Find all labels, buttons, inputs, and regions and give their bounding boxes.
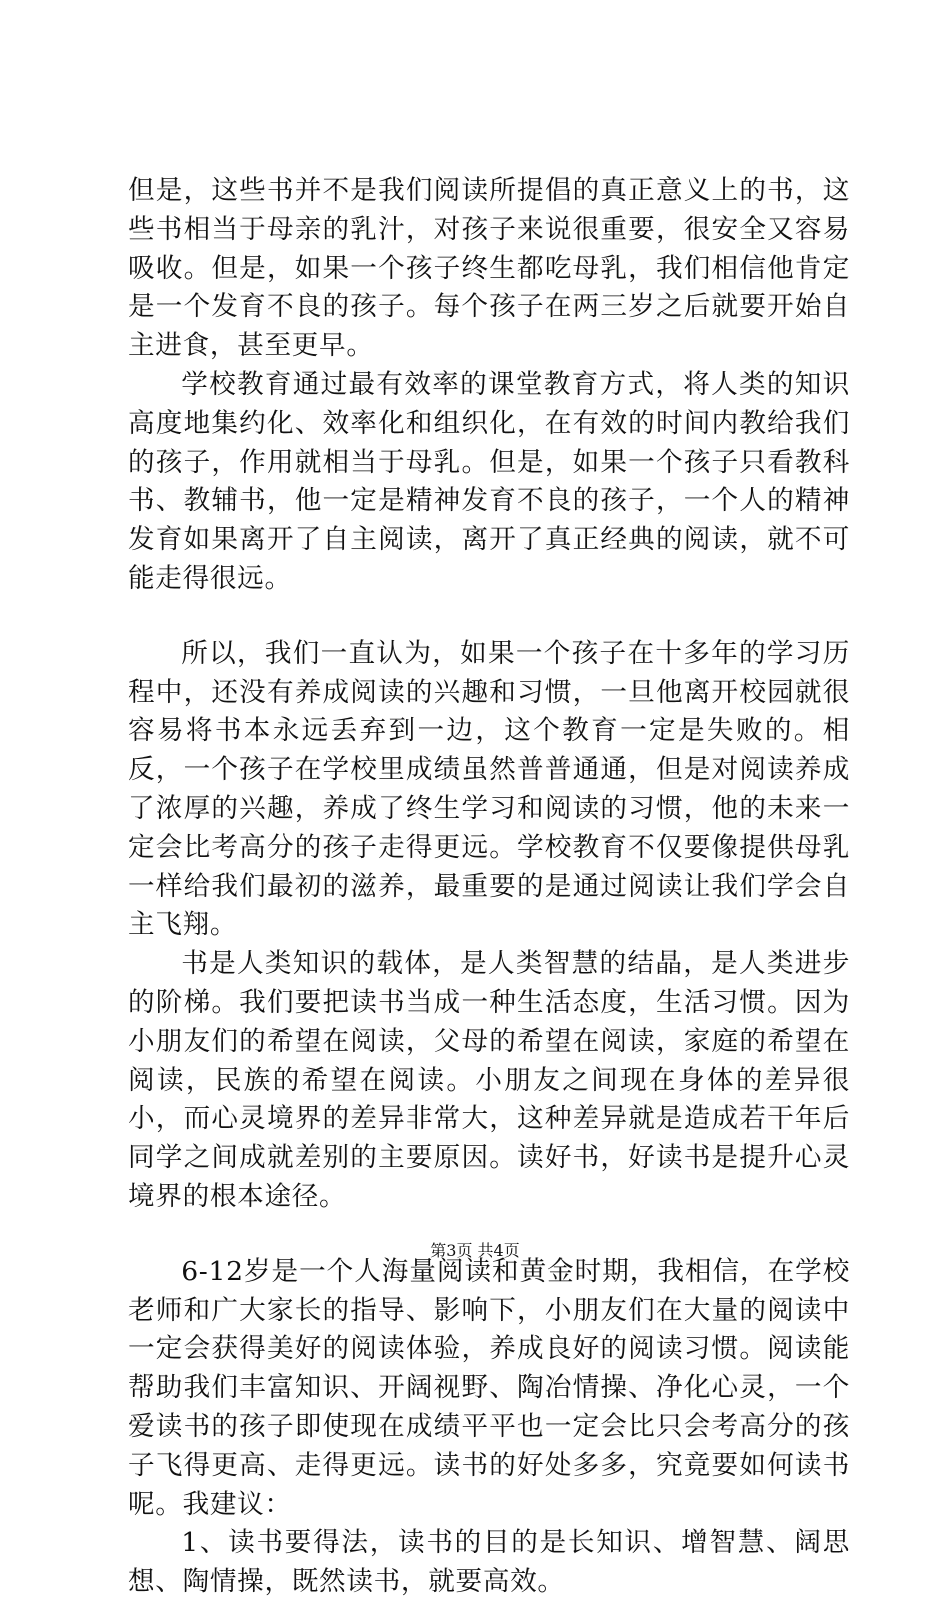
body-text [128, 172, 850, 1602]
paragraph-6: 1、读书要得法，读书的目的是长知识、增智慧、阔思想、陶情操，既然读书，就要高效。 [128, 1527, 850, 1598]
paragraph-1: 但是，这些书并不是我们阅读所提倡的真正意义上的书，这些书相当于母亲的乳汁，对孩子来说很重要，很安全又容易吸收。但是，如果一个孩子终生都吃母乳，我们相信他肯定是一个发育不良的孩子。每个孩子在两三岁之后就要开始自主进食，甚至更早。 [128, 175, 850, 362]
paragraph-5: 6-12岁是一个人海量阅读和黄金时期，我相信，在学校老师和广大家长的指导、影响下，小朋友们在大量的阅读中一定会获得美好的阅读体验，养成良好的阅读习惯。阅读能帮助我们丰富知识、开阔视野、陶冶情操、净化心灵，一个爱读书的孩子即使现在成绩平平也一定会比只会考高分的孩子飞得更高、走得更远。读书的好处多多，究竟要如何读书呢。我建议： [128, 1255, 850, 1520]
paragraph-3: 所以，我们一直认为，如果一个孩子在十多年的学习历程中，还没有养成阅读的兴趣和习惯，一旦他离开校园就很容易将书本永远丢弃到一边，这个教育一定是失败的。相反，一个孩子在学校里成绩虽然普普通通，但是对阅读养成了浓厚的兴趣，养成了终生学习和阅读的习惯，他的未来一定会比考高分的孩子走得更远。学校教育不仅要像提供母乳一样给我们最初的滋养，最重要的是通过阅读让我们学会自主飞翔。 [128, 637, 850, 941]
paragraph-2: 学校教育通过最有效率的课堂教育方式，将人类的知识高度地集约化、效率化和组织化，在有效的时间内教给我们的孩子，作用就相当于母乳。但是，如果一个孩子只看教科书、教辅书，他一定是精神发育不良的孩子，一个人的精神发育如果离开了自主阅读，离开了真正经典的阅读，就不可能走得很远。 [128, 368, 850, 594]
paragraph-gap [128, 599, 850, 635]
page-number-footer: 第3页 共4页 [430, 1241, 520, 1260]
paragraph-4: 书是人类知识的载体，是人类智慧的结晶，是人类进步的阶梯。我们要把读书当成一种生活态度，生活习惯。因为小朋友们的希望在阅读，父母的希望在阅读，家庭的希望在阅读，民族的希望在阅读。小朋友之间现在身体的差异很小，而心灵境界的差异非常大，这种差异就是造成若干年后同学之间成就差别的主要原因。读好书，好读书是提升心灵境界的根本途径。 [128, 948, 850, 1212]
